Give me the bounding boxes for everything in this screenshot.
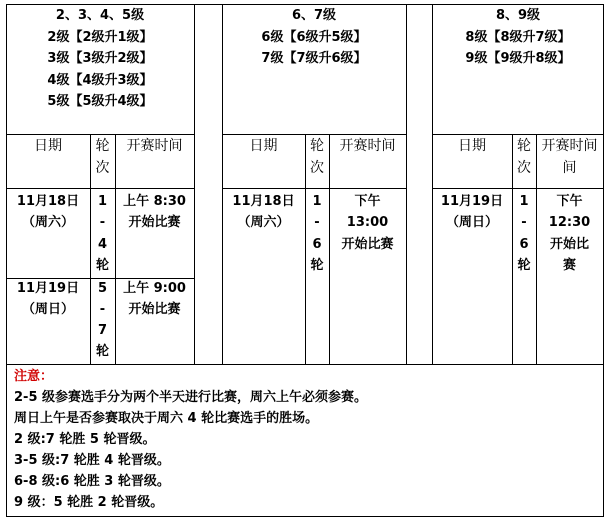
group-2-line: 7级【7级升6级】 [261, 51, 367, 66]
note-line: 6-8 级:6 轮胜 3 轮晋级。 [14, 474, 170, 489]
note-line: 2 级:7 轮胜 5 轮晋级。 [14, 432, 156, 447]
date-cell: 11月18日 [16, 194, 80, 209]
time-header: 间 [562, 160, 577, 176]
round-cell: - [99, 302, 106, 317]
round-cell: 5 [97, 281, 108, 296]
date-header: 日期 [249, 138, 278, 154]
date-cell: 11月18日 [232, 194, 295, 209]
note-line: 周日上午是否参赛取决于周六 4 轮比赛选手的胜场。 [14, 411, 319, 426]
date-header: 日期 [34, 138, 62, 154]
weekday-cell: （周日） [21, 302, 74, 317]
round-cell: 7 [97, 323, 108, 338]
time-cell: 13:00 [346, 215, 389, 230]
notes-title: 注意： [14, 369, 54, 384]
note-line: 3-5 级:7 轮胜 4 轮晋级。 [14, 453, 170, 468]
round-cell: 6 [519, 237, 529, 252]
round-cell: 轮 [95, 344, 109, 359]
round-header: 次 [310, 160, 324, 176]
round-header: 轮 [517, 138, 531, 154]
weekday-cell: （周六） [237, 215, 290, 230]
round-header: 轮 [310, 138, 324, 154]
round-header: 次 [95, 160, 110, 176]
round-cell: - [314, 215, 320, 230]
group-1-line: 5级【5级升4级】 [47, 94, 153, 109]
group-1-heading: 2、3、4、5级 [55, 8, 145, 23]
round-cell: 轮 [517, 258, 531, 273]
time-cell: 开始比赛 [128, 215, 181, 230]
date-cell: 11月19日 [440, 194, 504, 209]
round-cell: - [521, 215, 527, 230]
round-cell: 1 [519, 194, 529, 209]
time-header: 开赛时间 [541, 138, 598, 154]
round-cell: - [99, 215, 106, 230]
group-3-line: 9级【9级升8级】 [465, 51, 571, 66]
group-1-line: 3级【3级升2级】 [47, 51, 153, 66]
time-cell: 上午 9:00 [123, 281, 186, 296]
weekday-cell: （周六） [21, 215, 74, 230]
time-header: 开赛时间 [126, 138, 183, 154]
weekday-cell: （周日） [445, 215, 498, 230]
group-3-heading: 8、9级 [495, 8, 541, 23]
time-cell: 下午 [354, 194, 381, 209]
round-cell: 4 [97, 237, 108, 252]
group-1-line: 4级【4级升3级】 [47, 73, 153, 88]
time-cell: 开始比 [549, 237, 589, 252]
group-1-line: 2级【2级升1级】 [47, 30, 153, 45]
round-header: 轮 [95, 138, 110, 154]
time-header: 开赛时间 [339, 138, 396, 154]
group-2-heading: 6、7级 [291, 8, 337, 23]
round-cell: 1 [312, 194, 322, 209]
round-cell: 轮 [310, 258, 324, 273]
note-line: 9 级：5 轮胜 2 轮晋级。 [14, 495, 164, 510]
time-cell: 上午 8:30 [123, 194, 186, 209]
time-cell: 下午 [556, 194, 583, 209]
time-cell: 12:30 [548, 215, 591, 230]
group-2-line: 6级【6级升5级】 [261, 30, 367, 45]
round-cell: 6 [312, 237, 322, 252]
date-cell: 11月19日 [16, 281, 80, 296]
time-cell: 赛 [562, 258, 576, 273]
time-cell: 开始比赛 [341, 237, 394, 252]
time-cell: 开始比赛 [128, 302, 181, 317]
note-line: 2-5 级参赛选手分为两个半天进行比赛，周六上午必须参赛。 [14, 390, 368, 405]
date-header: 日期 [458, 138, 486, 154]
round-cell: 轮 [95, 258, 109, 273]
round-header: 次 [517, 160, 531, 176]
group-3-line: 8级【8级升7级】 [465, 30, 571, 45]
round-cell: 1 [97, 194, 108, 209]
